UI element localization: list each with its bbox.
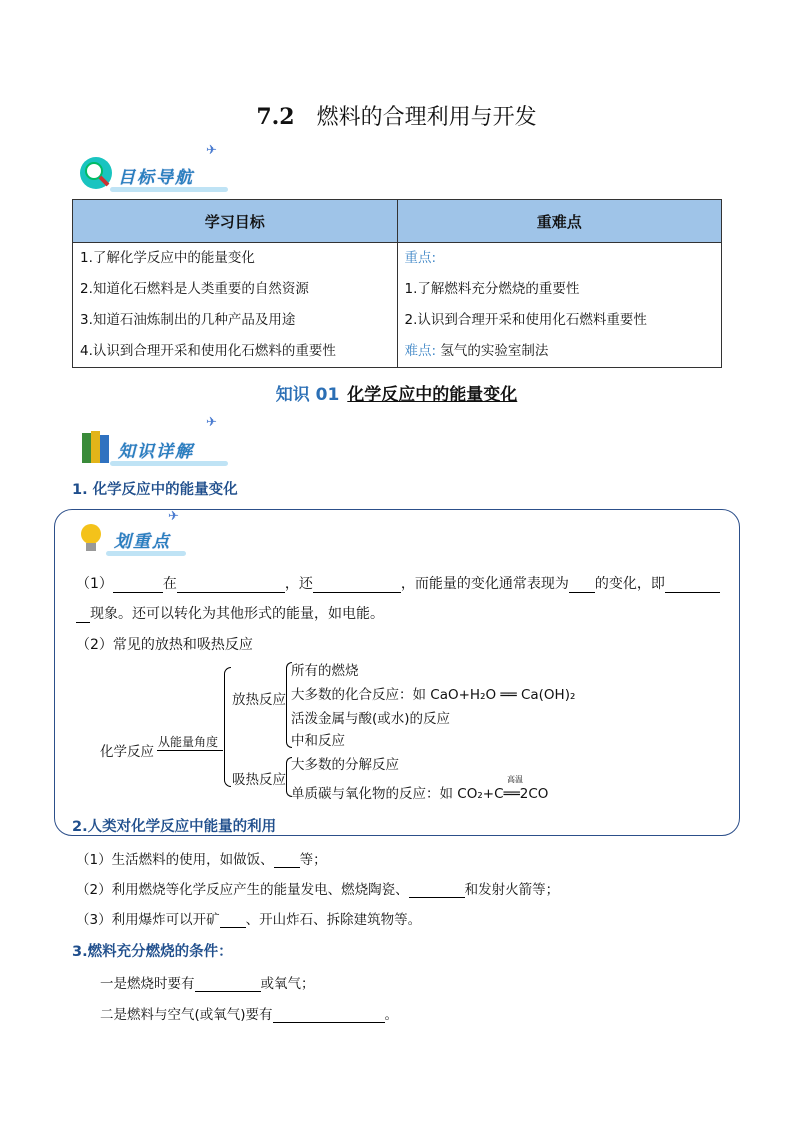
blank <box>313 578 401 593</box>
lightbulb-icon <box>76 521 106 559</box>
blank <box>113 578 163 593</box>
title-text: 燃料的合理利用与开发 <box>316 105 537 130</box>
key-item: 1.了解燃料充分燃烧的重要性 <box>404 281 580 297</box>
arrow-line <box>157 750 223 751</box>
paragraph-1-line-1: （1） 在 ，还 ，而能量的变化通常表现为 的变化，即 <box>76 573 720 593</box>
key-item: 2.认识到合理开采和使用化石燃料重要性 <box>404 312 647 328</box>
magnifier-icon <box>80 157 112 189</box>
key-points-badge <box>76 509 226 555</box>
goal-item: 2.知道化石燃料是人类重要的自然资源 <box>80 281 309 297</box>
paper-plane-icon: ✈ <box>168 509 179 524</box>
exo-item: 活泼金属与酸(或水)的反应 <box>291 711 451 727</box>
use-line-2: （2）利用燃烧等化学反应产生的能量发电、燃烧陶瓷、 和发射火箭等； <box>76 882 560 898</box>
use-line-3: （3）利用爆炸可以开矿 、开山炸石、拆除建筑物等。 <box>76 912 422 928</box>
goal-item: 4.认识到合理开采和使用化石燃料的重要性 <box>80 343 336 359</box>
knowledge-heading: 化学反应中的能量变化 <box>347 385 518 405</box>
exo-item: 中和反应 <box>291 733 345 749</box>
chemical-reaction-label: 化学反应 <box>100 744 154 760</box>
blank <box>274 853 300 868</box>
endothermic-label: 吸热反应 <box>232 772 286 788</box>
key-points-label: 划重点 <box>114 532 171 552</box>
main-brace <box>224 667 231 787</box>
key-label: 重点: <box>404 250 437 266</box>
endo-item: 大多数的分解反应 <box>291 757 399 773</box>
condition-line-2: 二是燃料与空气(或氧气)要有 。 <box>100 1007 399 1023</box>
blank <box>76 608 90 623</box>
difficulty-label: 难点: <box>404 343 437 359</box>
paper-plane-icon: ✈ <box>206 415 217 430</box>
goal-item: 3.知道石油炼制出的几种产品及用途 <box>80 312 296 328</box>
blank <box>177 578 285 593</box>
endo-item: 单质碳与氧化物的反应：如 CO₂+C══2CO <box>291 786 549 802</box>
blank <box>220 913 246 928</box>
energy-angle-label: 从能量角度 <box>158 735 219 749</box>
goal-item: 1.了解化学反应中的能量变化 <box>80 250 255 266</box>
knowledge-detail-label: 知识详解 <box>118 442 194 462</box>
goal-nav-badge <box>80 143 240 191</box>
table-header-goals: 学习目标 <box>73 200 398 243</box>
knowledge-prefix: 知识 01 <box>275 385 340 405</box>
section-1-heading: 1. 化学反应中的能量变化 <box>72 482 238 498</box>
goals-cell <box>73 243 398 368</box>
books-icon <box>80 429 114 469</box>
page-title <box>0 100 793 131</box>
exothermic-label: 放热反应 <box>232 692 286 708</box>
blank <box>195 977 261 992</box>
section-2-heading: 2.人类对化学反应中能量的利用 <box>72 819 277 835</box>
paper-plane-icon: ✈ <box>206 143 217 158</box>
exo-item: 所有的燃烧 <box>291 663 359 679</box>
table-header-keypoints: 重难点 <box>397 200 722 243</box>
paragraph-2: （2）常见的放热和吸热反应 <box>76 637 253 653</box>
goal-table <box>72 199 722 368</box>
section-number: 7.2 <box>256 104 295 130</box>
blank <box>273 1008 385 1023</box>
knowledge-detail-badge <box>80 415 240 465</box>
difficulty-row <box>398 336 722 367</box>
blank <box>409 883 465 898</box>
knowledge-title <box>0 380 793 405</box>
keypoints-cell <box>397 243 722 368</box>
blank <box>665 578 720 593</box>
goal-nav-label: 目标导航 <box>118 168 194 188</box>
exo-item: 大多数的化合反应：如 CaO+H₂O ══ Ca(OH)₂ <box>291 687 576 703</box>
blank <box>569 578 595 593</box>
paragraph-1-line-2: 现象。还可以转化为其他形式的能量，如电能。 <box>76 603 384 623</box>
condition-high-temp: 高温 <box>507 775 523 784</box>
use-line-1: （1）生活燃料的使用，如做饭、 等； <box>76 852 327 868</box>
section-3-heading: 3.燃料充分燃烧的条件： <box>72 944 233 960</box>
condition-line-1: 一是燃烧时要有 或氧气； <box>100 976 315 992</box>
difficulty-text: 氢气的实验室制法 <box>440 343 549 359</box>
